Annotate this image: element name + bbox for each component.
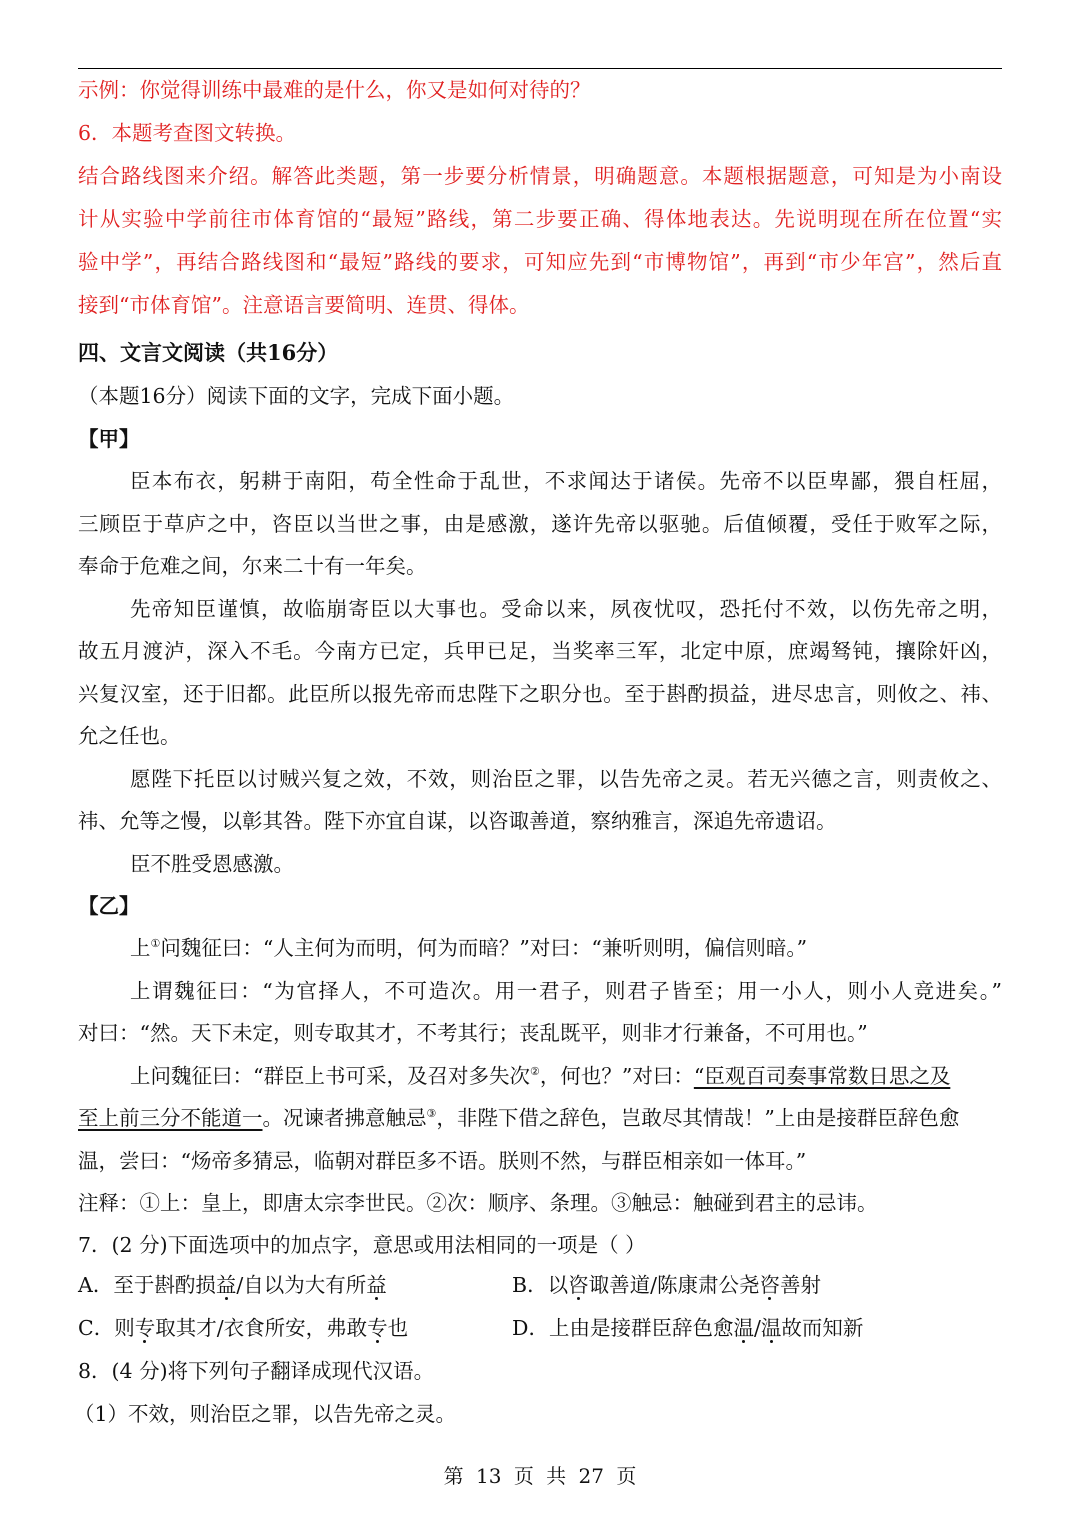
- footnote-marker: ③: [426, 1107, 437, 1121]
- q6-body-line: 结合路线图来介绍。解答此类题，第一步要分析情景，明确题意。本题根据题意，可知是为小南设: [78, 164, 1002, 188]
- q7-option-b: B．以咨诹善道/陈康肃公尧咨善射: [512, 1273, 821, 1297]
- emphasis-dot-char: 温: [760, 1316, 782, 1340]
- q6-body-line: 计从实验中学前往市体育馆的“最短”路线，第二步要正确、得体地表达。先说明现在所在位置“实: [78, 207, 1002, 231]
- text-span: 问魏征曰：“人主何为而明，何为而暗？”对曰：“兼听则明，偏信则暗。”: [160, 936, 808, 960]
- passage-jia-line: 奉命于危难之间，尔来二十有一年矣。: [78, 554, 427, 578]
- footnote-marker: ①: [150, 937, 161, 951]
- emphasis-dot-char: 咨: [568, 1273, 589, 1297]
- passage-yi-line: 上谓魏征曰：“为官择人，不可造次。用一君子，则君子皆至；用一小人，则小人竞进矣。”: [130, 979, 1002, 1003]
- underlined-sentence: “臣观百司奏事常数日思之及: [693, 1064, 951, 1088]
- footnote-marker: ②: [529, 1065, 540, 1079]
- text-span: 上问魏征曰：“群臣上书可采，及召对多失次: [130, 1064, 530, 1088]
- q7-option-d: D．上由是接群臣辞色愈温/温故而知新: [512, 1316, 864, 1340]
- underlined-sentence: 至上前三分不能道一: [78, 1106, 263, 1130]
- passage-jia-line: 先帝知臣谨慎，故临崩寄臣以大事也。受命以来，夙夜忧叹，恐托付不效，以伤先帝之明，: [130, 597, 1002, 621]
- q7-stem: 7．(2 分)下面选项中的加点字，意思或用法相同的一项是（ ）: [78, 1233, 646, 1257]
- text-span: 。况谏者拂意触忌: [262, 1106, 427, 1130]
- passage-yi-label: 【乙】: [78, 894, 140, 918]
- annotation-notes: 注释：①上：皇上，即唐太宗李世民。②次：顺序、条理。③触忌：触碰到君主的忌讳。: [78, 1191, 878, 1215]
- emphasis-dot-char: 专: [367, 1316, 388, 1340]
- passage-jia-label: 【甲】: [78, 427, 140, 451]
- passage-yi-line: 对曰：“然。天下未定，则专取其才，不考其行；丧乱既平，则非才行兼备，不可用也。”: [78, 1021, 868, 1045]
- emphasis-dot-char: 益: [366, 1273, 387, 1297]
- header-rule: [78, 68, 1002, 69]
- passage-yi-line: 温，尝曰：“炀帝多猜忌，临朝对群臣多不语。朕则不然，与群臣相亲如一体耳。”: [78, 1149, 807, 1173]
- passage-jia-line: 故五月渡泸，深入不毛。今南方已定，兵甲已足，当奖率三军，北定中原，庶竭驽钝，攘除奸凶，: [78, 639, 1002, 663]
- text-span: ，何也？”对曰：: [539, 1064, 694, 1088]
- passage-jia-line: 愿陛下托臣以讨贼兴复之效，不效，则治臣之罪，以告先帝之灵。若无兴德之言，则责攸之、: [130, 767, 1002, 791]
- passage-yi-line: [130, 933, 1002, 963]
- emphasis-dot-char: 益: [215, 1273, 237, 1297]
- answer-example: 示例：你觉得训练中最难的是什么，你又是如何对待的？: [78, 78, 591, 102]
- q8-sub1: （1）不效，则治臣之罪，以告先帝之灵。: [74, 1402, 457, 1426]
- page-footer: 第 13 页 共 27 页: [443, 1464, 637, 1488]
- section-heading: 四、文言文阅读（共16分）: [78, 340, 339, 365]
- section-intro: （本题16分）阅读下面的文字，完成下面小题。: [78, 384, 515, 408]
- passage-jia-line: 祎、允等之慢，以彰其咎。陛下亦宜自谋，以咨诹善道，察纳雅言，深追先帝遗诏。: [78, 809, 837, 833]
- text-span: ，非陛下借之辞色，岂敢尽其情哉！”上由是接群臣辞色愈: [436, 1106, 960, 1130]
- q6-title: 6．本题考查图文转换。: [78, 121, 297, 145]
- q7-option-a: A．至于斟酌损益/自以为大有所益: [78, 1273, 387, 1297]
- emphasis-dot-char: 温: [733, 1316, 754, 1340]
- q8-stem: 8．(4 分)将下列句子翻译成现代汉语。: [78, 1359, 435, 1383]
- passage-jia-line: 臣本布衣，躬耕于南阳，苟全性命于乱世，不求闻达于诸侯。先帝不以臣卑鄙，猥自枉屈，: [130, 469, 1002, 493]
- passage-jia-line: 三顾臣于草庐之中，咨臣以当世之事，由是感激，遂许先帝以驱驰。后值倾覆，受任于败军之际，: [78, 512, 1002, 536]
- passage-jia-line: 允之任也。: [78, 724, 181, 748]
- passage-yi-line: [78, 1103, 1002, 1133]
- emphasis-dot-char: 咨: [759, 1273, 780, 1297]
- q6-body-line: 接到“市体育馆”。注意语言要简明、连贯、得体。: [78, 293, 530, 317]
- q7-option-c: C．则专取其才/衣食所安，弗敢专也: [78, 1316, 409, 1340]
- q6-body-line: 验中学”，再结合路线图和“最短”路线的要求，可知应先到“市博物馆”，再到“市少年宫”，然后直: [78, 250, 1002, 274]
- emphasis-dot-char: 专: [134, 1316, 156, 1340]
- passage-jia-line: 臣不胜受恩感激。: [130, 852, 294, 876]
- passage-jia-line: 兴复汉室，还于旧都。此臣所以报先帝而忠陛下之职分也。至于斟酌损益，进尽忠言，则攸之、祎、: [78, 682, 1002, 706]
- text-span: 上: [130, 936, 151, 960]
- passage-yi-line: [130, 1061, 1002, 1091]
